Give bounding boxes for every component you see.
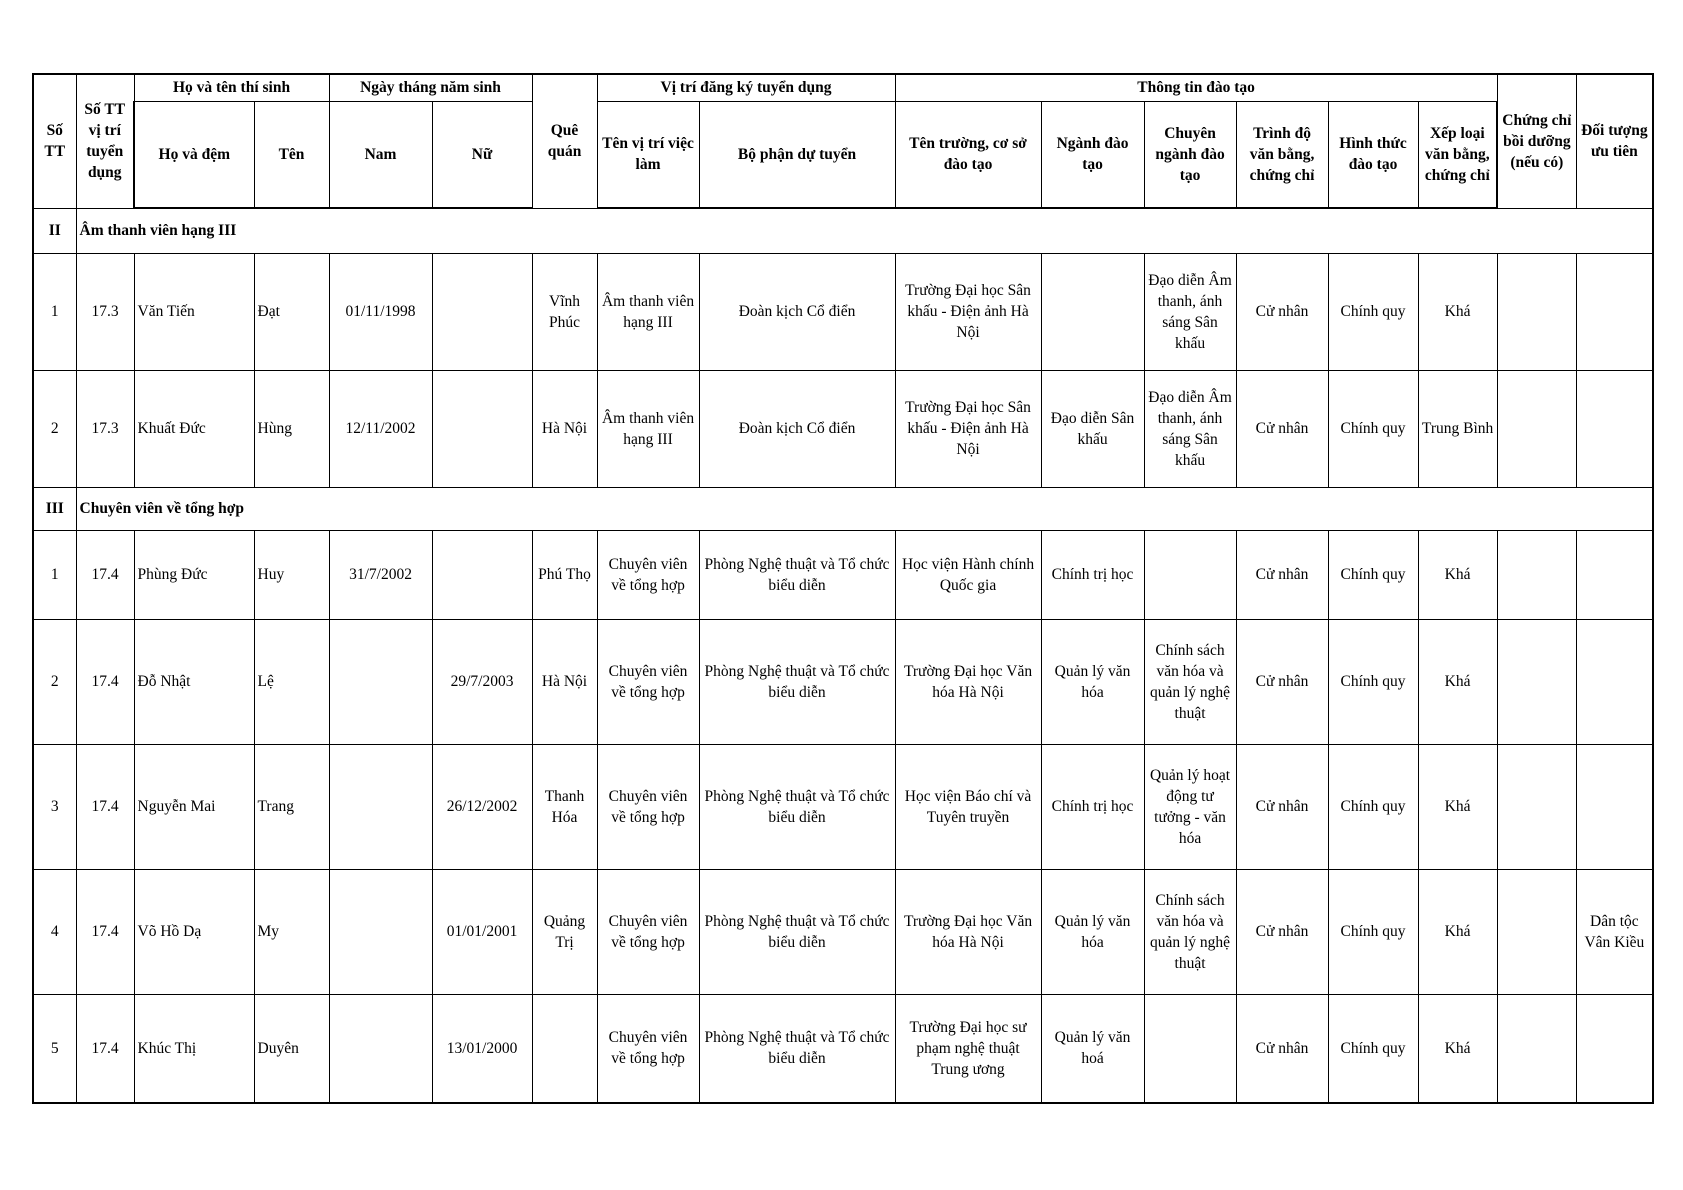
cell-ho-dem: Phùng Đức (134, 530, 254, 619)
cell-vi-tri: Chuyên viên về tổng hợp (597, 530, 699, 619)
table-row (33, 253, 1653, 370)
cell-hinh-thuc: Chính quy (1328, 253, 1418, 370)
cell-bo-phan: Đoàn kịch Cổ điển (699, 370, 895, 487)
cell-nganh: Chính trị học (1041, 744, 1144, 869)
cell-nu (432, 253, 532, 370)
cell-vi-tri: Chuyên viên về tổng hợp (597, 994, 699, 1103)
cell-nu (432, 530, 532, 619)
header-ten-truong: Tên trường, cơ sở đào tạo (895, 101, 1041, 208)
cell-trinh-do: Cử nhân (1236, 530, 1328, 619)
cell-truong: Trường Đại học Sân khấu - Điện ảnh Hà Nội (895, 253, 1041, 370)
table-row (33, 744, 1653, 869)
header-que-quan: Quê quán (532, 74, 597, 208)
cell-ten: My (254, 869, 329, 994)
cell-hinh-thuc: Chính quy (1328, 619, 1418, 744)
cell-que-quan: Vĩnh Phúc (532, 253, 597, 370)
cell-xep-loai: Khá (1418, 869, 1497, 994)
cell-nam (329, 994, 432, 1103)
cell-ten: Lệ (254, 619, 329, 744)
header-trinh-do: Trình độ văn bằng, chứng chỉ (1236, 101, 1328, 208)
cell-stt-vitri: 17.4 (76, 994, 134, 1103)
cell-xep-loai: Khá (1418, 994, 1497, 1103)
cell-trinh-do: Cử nhân (1236, 869, 1328, 994)
cell-nganh: Đạo diễn Sân khấu (1041, 370, 1144, 487)
cell-stt-vitri: 17.4 (76, 619, 134, 744)
header-dao-tao-group: Thông tin đào tạo (895, 74, 1497, 101)
cell-chung-chi (1497, 869, 1576, 994)
header-nam: Nam (329, 101, 432, 208)
cell-truong: Trường Đại học sư phạm nghệ thuật Trung ương (895, 994, 1041, 1103)
cell-ten: Hùng (254, 370, 329, 487)
cell-hinh-thuc: Chính quy (1328, 994, 1418, 1103)
cell-ten: Đạt (254, 253, 329, 370)
header-ten-vi-tri: Tên vị trí việc làm (597, 101, 699, 208)
cell-hinh-thuc: Chính quy (1328, 744, 1418, 869)
table-header (33, 74, 1653, 208)
cell-bo-phan: Phòng Nghệ thuật và Tổ chức biểu diễn (699, 869, 895, 994)
cell-que-quan: Quảng Trị (532, 869, 597, 994)
cell-ten: Trang (254, 744, 329, 869)
cell-nam: 12/11/2002 (329, 370, 432, 487)
header-chung-chi: Chứng chỉ bồi dưỡng (nếu có) (1497, 74, 1576, 208)
cell-bo-phan: Đoàn kịch Cổ điển (699, 253, 895, 370)
candidate-table (32, 73, 1654, 1104)
cell-trinh-do: Cử nhân (1236, 370, 1328, 487)
cell-chung-chi (1497, 370, 1576, 487)
cell-nu: 26/12/2002 (432, 744, 532, 869)
cell-bo-phan: Phòng Nghệ thuật và Tổ chức biểu diễn (699, 994, 895, 1103)
header-xep-loai: Xếp loại văn bằng, chứng chỉ (1418, 101, 1497, 208)
table-row (33, 530, 1653, 619)
header-bo-phan: Bộ phận dự tuyển (699, 101, 895, 208)
cell-bo-phan: Phòng Nghệ thuật và Tổ chức biểu diễn (699, 619, 895, 744)
cell-nganh: Quản lý văn hóa (1041, 619, 1144, 744)
cell-nganh: Quản lý văn hóa (1041, 869, 1144, 994)
cell-doi-tuong (1576, 744, 1653, 869)
header-nganh: Ngành đào tạo (1041, 101, 1144, 208)
cell-ho-dem: Nguyễn Mai (134, 744, 254, 869)
cell-stt: 2 (33, 619, 76, 744)
cell-xep-loai: Trung Bình (1418, 370, 1497, 487)
cell-vi-tri: Âm thanh viên hạng III (597, 370, 699, 487)
cell-nam: 01/11/1998 (329, 253, 432, 370)
cell-ten: Duyên (254, 994, 329, 1103)
cell-stt-vitri: 17.4 (76, 869, 134, 994)
header-nu: Nữ (432, 101, 532, 208)
table-row (33, 619, 1653, 744)
cell-nam (329, 619, 432, 744)
cell-que-quan: Phú Thọ (532, 530, 597, 619)
cell-vi-tri: Âm thanh viên hạng III (597, 253, 699, 370)
cell-nam (329, 744, 432, 869)
cell-nam: 31/7/2002 (329, 530, 432, 619)
cell-truong: Trường Đại học Văn hóa Hà Nội (895, 619, 1041, 744)
cell-chung-chi (1497, 530, 1576, 619)
cell-que-quan (532, 994, 597, 1103)
cell-nganh: Chính trị học (1041, 530, 1144, 619)
table-row (33, 370, 1653, 487)
cell-hinh-thuc: Chính quy (1328, 370, 1418, 487)
section-row (33, 208, 1653, 253)
table-body (33, 208, 1653, 1103)
header-vi-tri-group: Vị trí đăng ký tuyển dụng (597, 74, 895, 101)
cell-bo-phan: Phòng Nghệ thuật và Tổ chức biểu diễn (699, 744, 895, 869)
header-doi-tuong: Đối tượng ưu tiên (1576, 74, 1653, 208)
header-ten: Tên (254, 101, 329, 208)
section-row (33, 487, 1653, 530)
cell-ho-dem: Khúc Thị (134, 994, 254, 1103)
cell-chuyen-nganh: Đạo diễn Âm thanh, ánh sáng Sân khấu (1144, 370, 1236, 487)
cell-doi-tuong (1576, 370, 1653, 487)
cell-xep-loai: Khá (1418, 530, 1497, 619)
cell-trinh-do: Cử nhân (1236, 994, 1328, 1103)
cell-nu (432, 370, 532, 487)
cell-chung-chi (1497, 619, 1576, 744)
cell-truong: Học viện Báo chí và Tuyên truyền (895, 744, 1041, 869)
cell-doi-tuong (1576, 619, 1653, 744)
table-row (33, 994, 1653, 1103)
header-chuyen-nganh: Chuyên ngành đào tạo (1144, 101, 1236, 208)
cell-nu: 29/7/2003 (432, 619, 532, 744)
cell-stt-vitri: 17.4 (76, 530, 134, 619)
cell-stt: 2 (33, 370, 76, 487)
header-ho-ten-group: Họ và tên thí sinh (134, 74, 329, 101)
cell-stt: 1 (33, 530, 76, 619)
cell-trinh-do: Cử nhân (1236, 619, 1328, 744)
cell-que-quan: Thanh Hóa (532, 744, 597, 869)
cell-bo-phan: Phòng Nghệ thuật và Tổ chức biểu diễn (699, 530, 895, 619)
cell-truong: Trường Đại học Văn hóa Hà Nội (895, 869, 1041, 994)
cell-stt: 5 (33, 994, 76, 1103)
cell-que-quan: Hà Nội (532, 370, 597, 487)
cell-stt-vitri: 17.3 (76, 253, 134, 370)
cell-doi-tuong (1576, 994, 1653, 1103)
cell-chuyen-nganh: Đạo diễn Âm thanh, ánh sáng Sân khấu (1144, 253, 1236, 370)
cell-nu: 13/01/2000 (432, 994, 532, 1103)
header-ho-dem: Họ và đệm (134, 101, 254, 208)
cell-vi-tri: Chuyên viên về tổng hợp (597, 744, 699, 869)
cell-vi-tri: Chuyên viên về tổng hợp (597, 619, 699, 744)
cell-nu: 01/01/2001 (432, 869, 532, 994)
cell-hinh-thuc: Chính quy (1328, 869, 1418, 994)
cell-chuyen-nganh (1144, 530, 1236, 619)
cell-stt-vitri: 17.3 (76, 370, 134, 487)
cell-chung-chi (1497, 744, 1576, 869)
cell-ho-dem: Võ Hồ Dạ (134, 869, 254, 994)
cell-truong: Học viện Hành chính Quốc gia (895, 530, 1041, 619)
cell-hinh-thuc: Chính quy (1328, 530, 1418, 619)
section-title: Chuyên viên về tổng hợp (76, 487, 1653, 530)
cell-chuyen-nganh: Chính sách văn hóa và quản lý nghệ thuật (1144, 869, 1236, 994)
cell-chung-chi (1497, 994, 1576, 1103)
cell-chuyen-nganh: Chính sách văn hóa và quản lý nghệ thuật (1144, 619, 1236, 744)
cell-nganh (1041, 253, 1144, 370)
section-number: II (33, 208, 76, 253)
cell-ho-dem: Đỗ Nhật (134, 619, 254, 744)
cell-ten: Huy (254, 530, 329, 619)
cell-truong: Trường Đại học Sân khấu - Điện ảnh Hà Nội (895, 370, 1041, 487)
table-row (33, 869, 1653, 994)
cell-doi-tuong (1576, 253, 1653, 370)
section-number: III (33, 487, 76, 530)
cell-chuyen-nganh: Quản lý hoạt động tư tưởng - văn hóa (1144, 744, 1236, 869)
cell-xep-loai: Khá (1418, 744, 1497, 869)
cell-nam (329, 869, 432, 994)
cell-doi-tuong: Dân tộc Vân Kiều (1576, 869, 1653, 994)
cell-stt: 1 (33, 253, 76, 370)
cell-chung-chi (1497, 253, 1576, 370)
cell-ho-dem: Khuất Đức (134, 370, 254, 487)
cell-ho-dem: Văn Tiến (134, 253, 254, 370)
cell-xep-loai: Khá (1418, 619, 1497, 744)
header-hinh-thuc: Hình thức đào tạo (1328, 101, 1418, 208)
header-stt-vitri: Số TT vị trí tuyển dụng (76, 74, 134, 208)
cell-stt: 4 (33, 869, 76, 994)
cell-trinh-do: Cử nhân (1236, 744, 1328, 869)
cell-vi-tri: Chuyên viên về tổng hợp (597, 869, 699, 994)
header-ngay-sinh-group: Ngày tháng năm sinh (329, 74, 532, 101)
cell-doi-tuong (1576, 530, 1653, 619)
cell-trinh-do: Cử nhân (1236, 253, 1328, 370)
header-stt: Số TT (33, 74, 76, 208)
section-title: Âm thanh viên hạng III (76, 208, 1653, 253)
cell-nganh: Quản lý văn hoá (1041, 994, 1144, 1103)
cell-chuyen-nganh (1144, 994, 1236, 1103)
cell-xep-loai: Khá (1418, 253, 1497, 370)
cell-stt: 3 (33, 744, 76, 869)
cell-que-quan: Hà Nội (532, 619, 597, 744)
cell-stt-vitri: 17.4 (76, 744, 134, 869)
